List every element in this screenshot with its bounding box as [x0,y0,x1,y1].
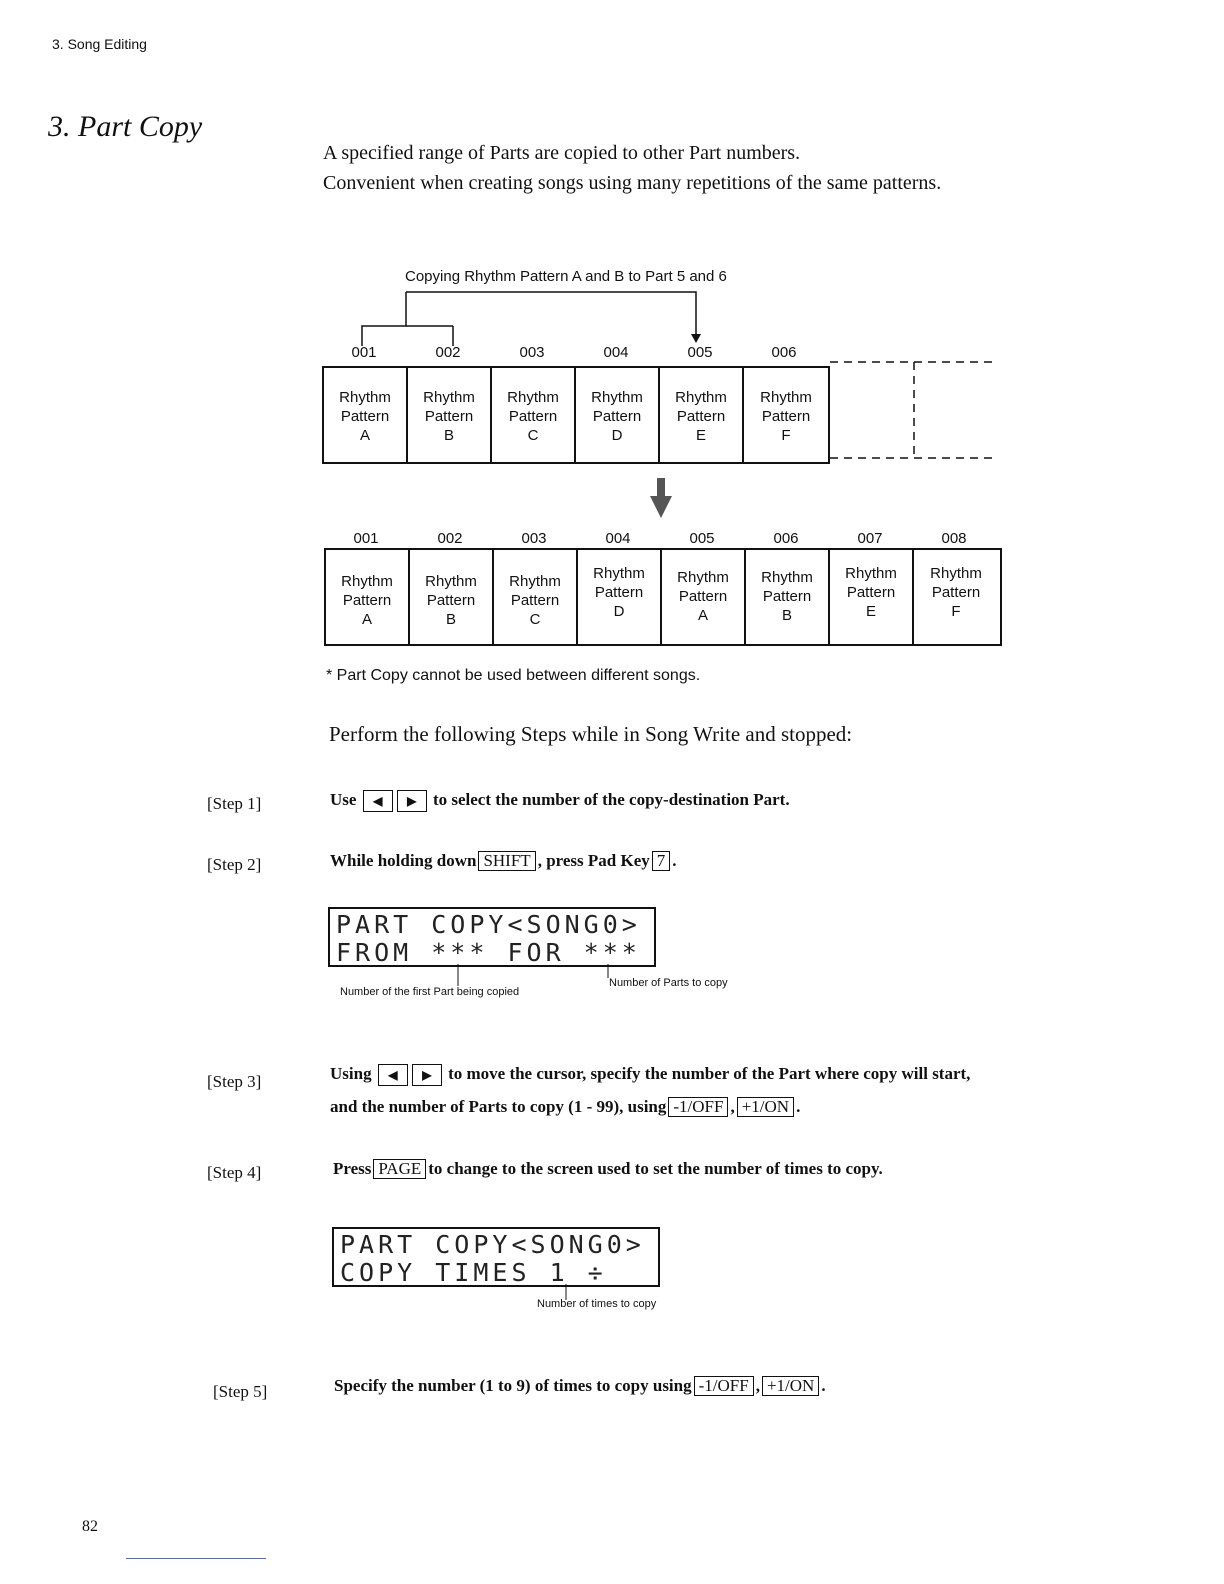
part-number: 004 [605,530,631,547]
part-number: 005 [689,530,715,547]
shift-key: SHIFT [478,851,535,871]
part-cell: Rhythm Pattern A [324,368,408,462]
copy-times-note: Number of times to copy [537,1298,657,1310]
part-number: 006 [773,530,799,547]
after-number-row [324,530,996,547]
part-cell: Rhythm Pattern C [494,550,578,644]
step-3-label: [Step 3] [207,1072,262,1091]
lcd-line-1: PART COPY<SONG0> [336,910,641,939]
page-key: PAGE [373,1159,426,1179]
section-title: 3. Part Copy [48,110,203,143]
part-cell: Rhythm Pattern F [930,565,982,620]
before-parts-row [322,366,830,464]
diagram-caption: Copying Rhythm Pattern A and B to Part 5 and 6 [405,268,727,285]
part-number: 002 [437,530,463,547]
part-number: 006 [771,344,797,361]
part-cell: Rhythm Pattern F [760,389,812,444]
parts-count-note: Number of Parts to copy [609,977,728,989]
part-number: 004 [603,344,629,361]
part-cell: Rhythm Pattern E [830,550,914,644]
page-number: 82 [82,1518,98,1535]
step-2-label: [Step 2] [207,855,262,874]
step-2-text: While holding down SHIFT , press Pad Key 7 . [330,851,677,870]
right-arrow-key-icon: ▶ [397,790,427,812]
part-cell: Rhythm Pattern D [576,368,660,462]
part-cell: Rhythm Pattern E [660,368,744,462]
footnote: * Part Copy cannot be used between different songs. [326,667,701,684]
minus-off-key: -1/OFF [694,1376,754,1396]
part-number: 008 [941,530,967,547]
lcd-display-copy-times [332,1227,660,1287]
part-cell: Rhythm Pattern A [326,550,410,644]
step-5-label: [Step 5] [213,1382,268,1401]
plus-on-key: +1/ON [762,1376,819,1396]
right-arrow-key-icon: ▶ [412,1064,442,1086]
part-number: 003 [519,344,545,361]
part-cell: Rhythm Pattern A [662,550,746,644]
part-cell: Rhythm Pattern D [578,550,662,644]
left-arrow-key-icon: ◀ [363,790,393,812]
footer-rule [126,1558,266,1559]
step-4-text: Press PAGE to change to the screen used to set the number of times to copy. [333,1159,883,1178]
step-1-text: Use ◀ ▶ to select the number of the copy-destination Part. [330,790,790,812]
step-3-text-line-2: and the number of Parts to copy (1 - 99), using -1/OFF , +1/ON . [330,1097,801,1116]
part-cell: Rhythm Pattern B [408,368,492,462]
lcd-display-from-for [328,907,656,967]
step-4-label: [Step 4] [207,1163,262,1182]
lcd-line-2: COPY TIMES 1 ÷ [340,1258,607,1287]
step-1-label: [Step 1] [207,794,262,813]
part-number: 003 [521,530,547,547]
intro-line-2: Convenient when creating songs using many repetitions of the same patterns. [323,172,942,194]
part-number: 002 [435,344,461,361]
first-part-note: Number of the first Part being copied [340,986,520,998]
step-3-text: Using ◀ ▶ to move the cursor, specify the number of the Part where copy will start, [330,1064,970,1086]
running-header: 3. Song Editing [52,36,147,52]
lcd-line-1: PART COPY<SONG0> [340,1230,645,1259]
part-number: 007 [857,530,883,547]
after-parts-row [324,548,1002,646]
pad-key-7: 7 [652,851,671,871]
perform-instructions: Perform the following Steps while in Song Write and stopped: [329,722,853,746]
intro-line-1: A specified range of Parts are copied to other Part numbers. [323,142,801,164]
part-cell: Rhythm Pattern C [492,368,576,462]
part-cell: Rhythm Pattern B [746,550,830,644]
part-number: 001 [353,530,379,547]
minus-off-key: -1/OFF [668,1097,728,1117]
part-number: 005 [687,344,713,361]
left-arrow-key-icon: ◀ [378,1064,408,1086]
step-5-text: Specify the number (1 to 9) of times to copy using -1/OFF , +1/ON . [334,1376,826,1395]
lcd-line-2: FROM *** FOR *** [336,938,641,967]
part-number: 001 [351,344,377,361]
plus-on-key: +1/ON [737,1097,794,1117]
before-number-row [322,344,826,361]
part-cell: Rhythm Pattern B [410,550,494,644]
